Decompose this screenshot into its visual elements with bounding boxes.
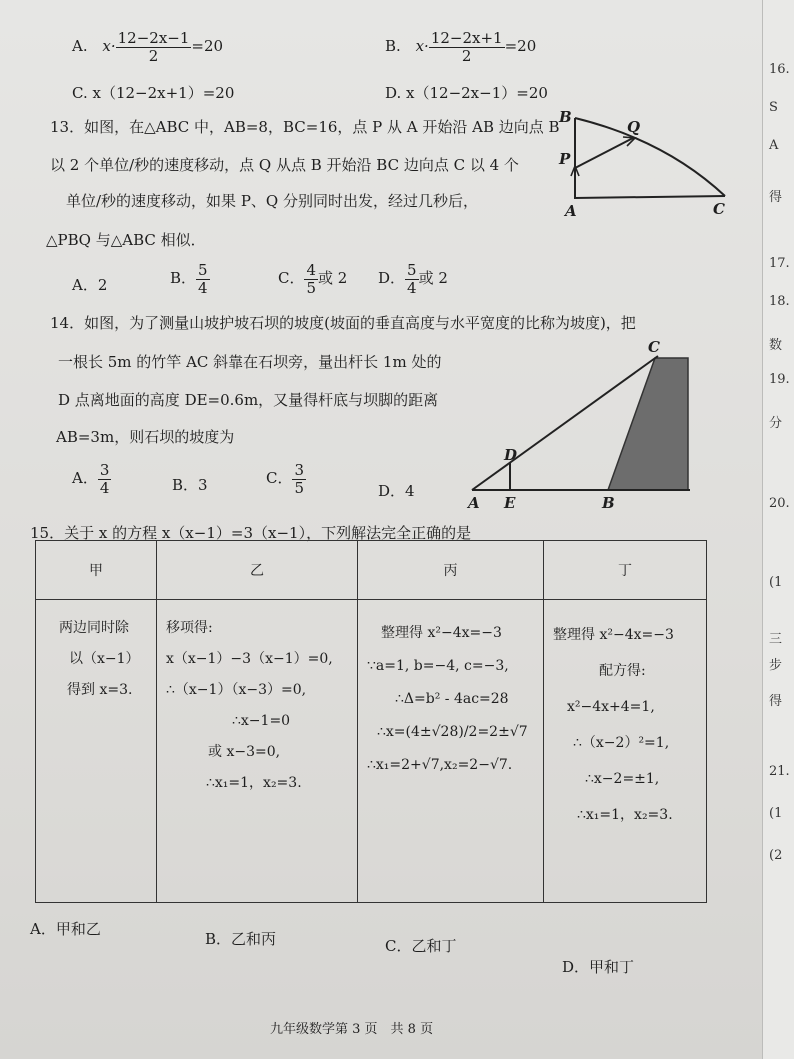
label-C: C bbox=[713, 200, 725, 218]
label-C: C bbox=[648, 338, 660, 356]
margin-text: 步 bbox=[769, 658, 783, 673]
q15-option-d: D．甲和丁 bbox=[562, 958, 635, 976]
header-jia: 甲 bbox=[36, 541, 157, 600]
label-P: P bbox=[559, 150, 571, 168]
header-bing: 丙 bbox=[358, 541, 544, 600]
q14-line-2: 一根长 5m 的竹竿 AC 斜靠在石坝旁，量出杆长 1m 处的 bbox=[58, 353, 442, 371]
header-yi: 乙 bbox=[157, 541, 358, 600]
q12-option-b: B. x· $\frac{12-2x+1}{2}$ =20 bbox=[385, 29, 537, 65]
margin-text: 19. bbox=[769, 372, 790, 387]
label-E: E bbox=[504, 494, 516, 512]
margin-text: 20. bbox=[769, 496, 790, 511]
q15-stem: 15．关于 x 的方程 x（x−1）=3（x−1），下列解法完全正确的是 bbox=[30, 524, 472, 542]
label-D: D bbox=[504, 446, 518, 464]
margin-text: 三 bbox=[769, 632, 783, 647]
margin-text: 得 bbox=[769, 190, 783, 205]
q12-option-a: A. x· $\frac{12-2x-1}{2}$ =20 bbox=[72, 29, 224, 65]
margin-text: A bbox=[769, 138, 779, 153]
q13-option-a: A．2 bbox=[72, 276, 108, 294]
q14-line-4: AB=3m，则石坝的坡度为 bbox=[56, 428, 235, 446]
next-page-edge bbox=[762, 0, 794, 1059]
label-A: A bbox=[468, 494, 480, 512]
margin-text: 21. bbox=[769, 764, 790, 779]
q15-solutions-table bbox=[35, 540, 707, 903]
q12-option-c: C. x（12−2x+1）=20 bbox=[72, 84, 235, 102]
q15-option-a: A．甲和乙 bbox=[30, 920, 101, 938]
cell-jia: 两边同时除 以（x−1） 得到 x=3. bbox=[36, 600, 157, 903]
q14-line-1: 14．如图，为了测量山坡护坡石坝的坡度(坡面的垂直高度与水平宽度的比称为坡度)，把 bbox=[50, 314, 636, 332]
q13-line-3: 单位/秒的速度移动，如果 P、Q 分别同时出发，经过几秒后， bbox=[66, 192, 478, 210]
q14-line-3: D 点离地面的高度 DE=0.6m，又量得杆底与坝脚的距离 bbox=[58, 391, 439, 409]
q14-option-a: A． $\frac{3}{4}$ bbox=[72, 461, 110, 497]
cell-yi: 移项得: x（x−1）−3（x−1）=0, ∴（x−1）（x−3）=0, ∴x−1=0 或 x−3=0, ∴x₁=1，x₂=3. bbox=[157, 600, 358, 903]
label-A: A bbox=[565, 202, 577, 220]
label-Q: Q bbox=[627, 118, 641, 136]
q13-triangle-figure bbox=[555, 100, 740, 225]
margin-text: 分 bbox=[769, 416, 783, 431]
q13-option-b: B． $\frac{5}{4}$ bbox=[170, 261, 208, 297]
q14-option-b: B．3 bbox=[172, 476, 208, 494]
q13-line-2: 以 2 个单位/秒的速度移动，点 Q 从点 B 开始沿 BC 边向点 C 以 4 个 bbox=[50, 156, 519, 174]
margin-text: (2 bbox=[769, 848, 783, 863]
q13-line-1: 13．如图，在△ABC 中，AB=8，BC=16，点 P 从 A 开始沿 AB 边向点 B bbox=[50, 118, 560, 136]
q12-option-d: D. x（12−2x−1）=20 bbox=[385, 84, 548, 102]
q14-option-d: D．4 bbox=[378, 482, 415, 500]
margin-text: (1 bbox=[769, 575, 783, 590]
cell-ding: 整理得 x²−4x=−3 配方得: x²−4x+4=1, ∴（x−2）²=1, ∴x−2=±1, ∴x₁=1，x₂=3. bbox=[544, 600, 707, 903]
q14-dam-figure bbox=[460, 338, 700, 518]
q13-option-d: D． $\frac{5}{4}$ 或 2 bbox=[378, 261, 448, 297]
page-footer: 九年级数学第 3 页 共 8 页 bbox=[270, 1022, 434, 1037]
header-ding: 丁 bbox=[544, 541, 707, 600]
margin-text: 18. bbox=[769, 294, 790, 309]
q15-option-b: B．乙和丙 bbox=[205, 930, 277, 948]
q13-line-4: △PBQ 与△ABC 相似． bbox=[46, 231, 206, 249]
q13-option-c: C． $\frac{4}{5}$ 或 2 bbox=[278, 261, 348, 297]
margin-text: S bbox=[769, 100, 778, 115]
margin-text: 得 bbox=[769, 694, 783, 709]
margin-text: 16. bbox=[769, 62, 790, 77]
label-B: B bbox=[559, 108, 572, 126]
margin-text: 数 bbox=[769, 338, 783, 353]
q14-option-c: C． $\frac{3}{5}$ bbox=[266, 461, 305, 497]
q15-option-c: C．乙和丁 bbox=[385, 937, 457, 955]
cell-bing: 整理得 x²−4x=−3 ∵a=1, b=−4, c=−3, ∴Δ=b² - 4ac=28 ∴x=(4±√28)/2=2±√7 ∴x₁=2+√7,x₂=2−√7. bbox=[358, 600, 544, 903]
margin-text: 17. bbox=[769, 256, 790, 271]
margin-text: (1 bbox=[769, 806, 783, 821]
label-B: B bbox=[602, 494, 615, 512]
